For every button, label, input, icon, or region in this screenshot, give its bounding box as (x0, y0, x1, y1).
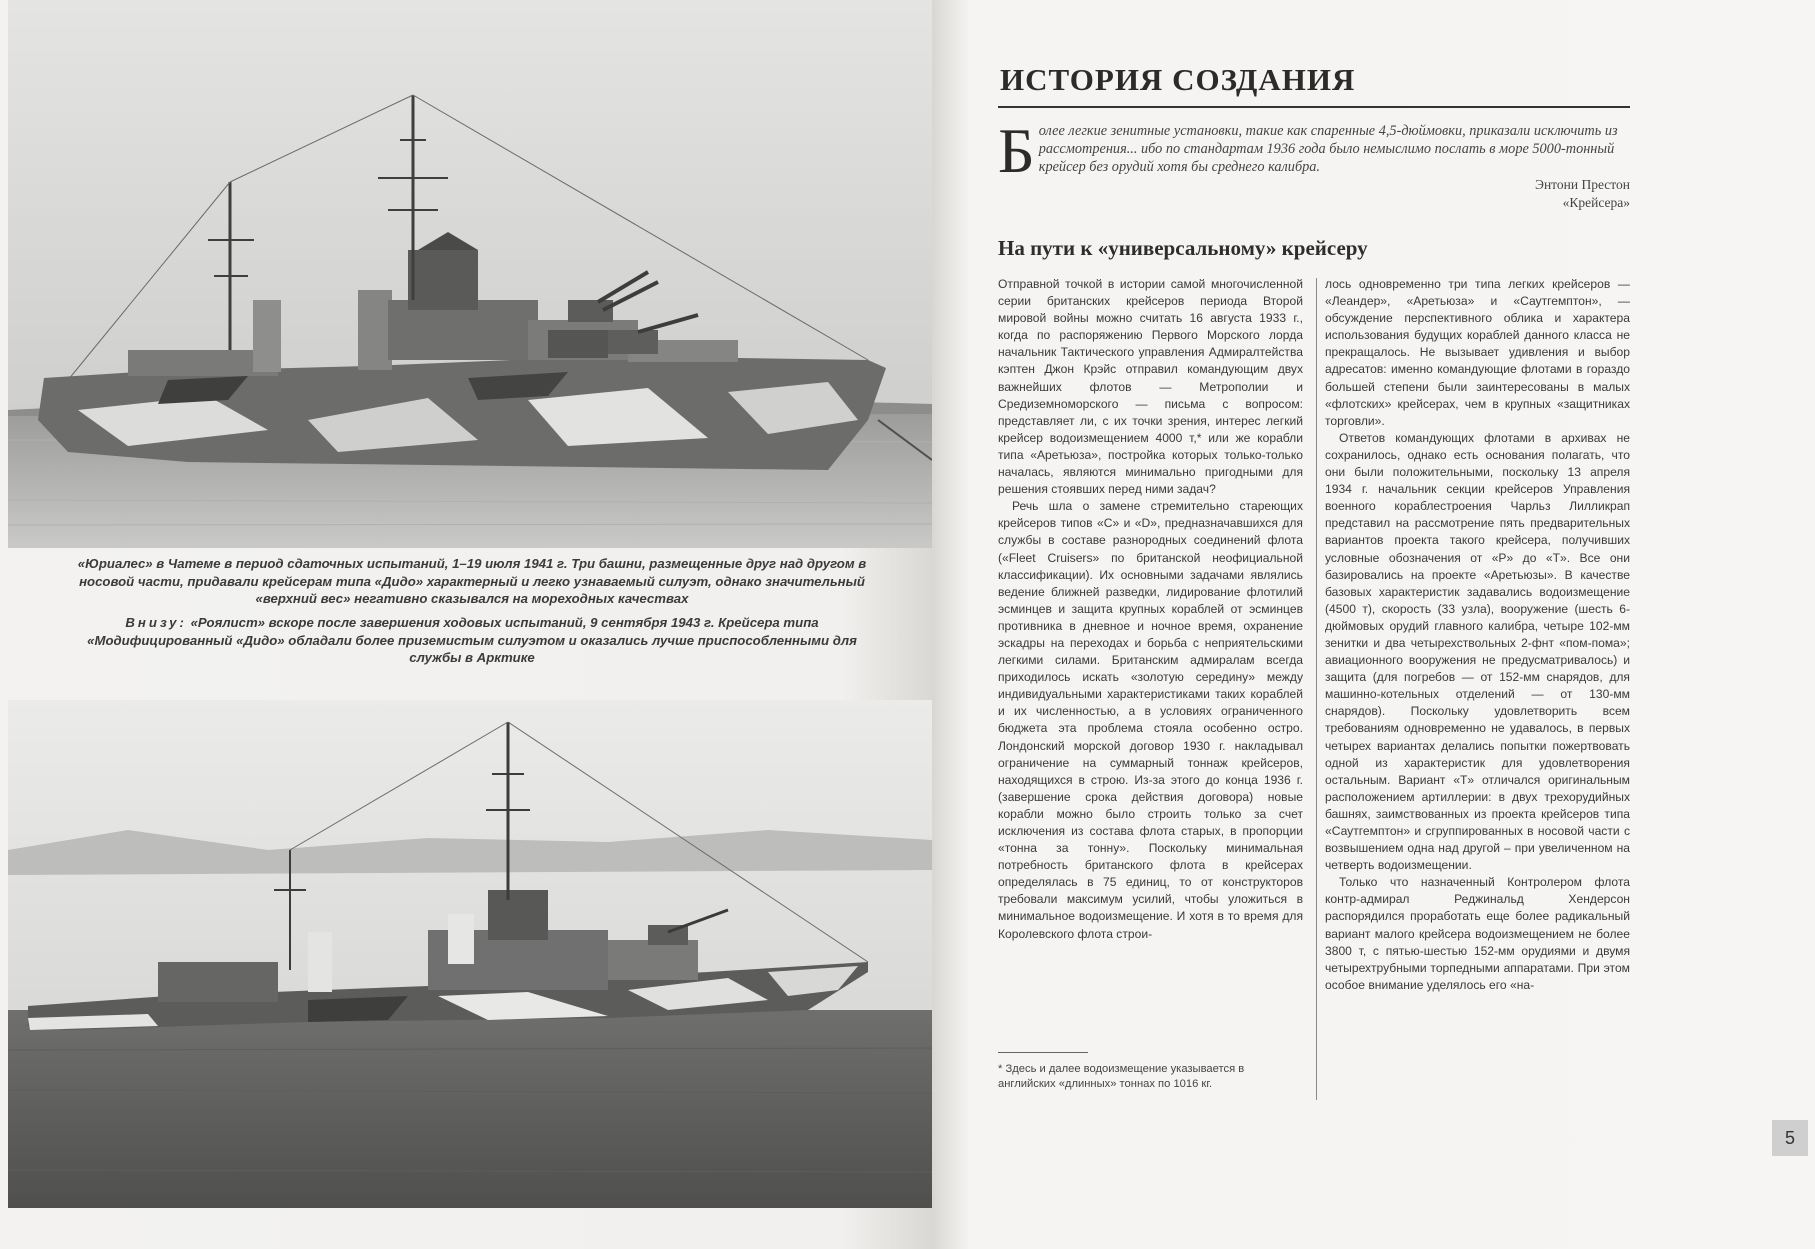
paragraph: Только что назначенный Контролером флота контр-адмирал Реджинальд Хендерсон распорядился проработать еще более радикальный вариант малого крейсера водоизмещением не более 3800 т, с пятью-шестью 152-мм орудиями и двумя четырехтрубными торпедными аппаратами. При этом особое внимание уделялось его «на- (1325, 875, 1630, 992)
photo-cruiser-euryalus (8, 0, 932, 548)
paragraph: лось одновременно три типа легких крейсеров — «Леандер», «Аретьюза» и «Саутгемптон», — обсуждение перспективного облика и характера использования будущих кораблей данного класса не прекращалось. Не вызывает удивления и выбор адресатов: именно командующие флотами в гораздо большей степени были заинтересованы в малых «флотских» крейсерах, чем в крупных «защитниках торговли». (1325, 277, 1630, 428)
epigraph-text: олее легкие зенитные установки, такие как спаренные 4,5-дюймовки, приказали исключить из рассмотрения... ибо по стандартам 1936 года было немыслимо послать в море 5000-тонный крейсер без орудий хотя бы среднего калибра. (1038, 123, 1618, 175)
paragraph: Ответов командующих флотами в архивах не сохранилось, однако есть основания полагать, что они были положительными, поскольку 13 апреля 1934 г. начальник секции крейсеров Управления военного кораблестроения Чарльз Лилликрап представил на рассмотрение пять предварительных вариантов проекта такого крейсера, получивших условные обозначения от «P» до «T». Все они базировались на проекте «Аретьюзы». В качестве базовых характеристик задавались водоизмещение (4500 т), скорость (33 узла), вооружение (шесть 6-дюймовых орудий главного калибра, четыре 102-мм зенитки и два четырехствольных 2-фнт «пом-пома»; авиационного вооружения не предусматривалось) и защита (для погребов — от 152-мм снарядов, для машинно-котельных отделений — от 130-мм снарядов). Поскольку удовлетворить всем требованиям одновременно не удавалось, в первых четырех вариантах делались попытки пожертвовать одной из характеристик для удовлетворения остальным. Вариант «T» отличался оригинальным расположением артиллерии: в двух трехорудийных башнях, заимствованных из проекта крейсеров типа «Саутгемптон» и сгруппированных в носовой части с возвышением одна над другой – при увеличенном на четверть водоизмещении. (1325, 430, 1630, 873)
page-number: 5 (1772, 1120, 1808, 1156)
photo-cruiser-royalist (8, 700, 932, 1208)
text-column-2 (1325, 276, 1630, 994)
caption-bottom-text: «Роялист» вскоре после завершения ходовых испытаний, 9 сентября 1943 г. Крейсера типа «Модифицированный «Дидо» обладали более приземистым силуэтом и оказались лучше приспособленными для службы в Арктике (87, 615, 857, 665)
text-column-1 (998, 276, 1303, 943)
footnote: * Здесь и далее водоизмещение указывается в английских «длинных» тоннах по 1016 кг. (998, 1063, 1245, 1090)
caption-bottom-lead: Внизу: (125, 615, 187, 630)
paragraph: Отправной точкой в истории самой многочисленной серии британских крейсеров периода Второй мировой войны можно считать 16 августа 1933 г., когда по распоряжению Первого Морского лорда начальник Тактического управления Адмиралтейства кэптен Джон Крэйс отправил командующим двух важнейших флотов — Метрополии и Средиземноморского — письма с вопросом: представляет ли, с их точки зрения, интерес легкий крейсер водоизмещением 4000 т,* или же корабли типа «Аретьюза», постройка которых только-только началась, являются минимально пригодными для решения стоявших перед ними задач? (998, 277, 1303, 497)
caption-bottom (62, 614, 882, 667)
section-subtitle: На пути к «универсальному» крейсеру (998, 236, 1368, 260)
epigraph-source: «Крейсера» (1562, 195, 1630, 210)
title-rule (998, 106, 1630, 108)
column-divider (1316, 278, 1317, 1100)
epigraph-author: Энтони Престон (1535, 177, 1630, 192)
paragraph: Речь шла о замене стремительно стареющих крейсеров типов «C» и «D», предназначавшихся для службы в составе разнородных соединений флота («Fleet Cruisers» по британской неофициальной классификации). Их основными задачами являлись ведение ближней разведки, лидирование флотилий эсминцев и защита крупных кораблей от эсминцев противника в дневное и ночное время, охранение эскадры на переходах и борьба с неприятельскими легкими силами. Британским адмиралам всегда приходилось искать «золотую середину» между индивидуальными характеристиками таких кораблей и их численностью, а в условиях ограниченного бюджета эта проблема стояла особенно остро. Лондонский морской договор 1930 г. накладывал ограничение на суммарный тоннаж крейсеров, находящихся в строю. Из-за этого до конца 1936 г. (завершение срока действия договора) новые корабли можно было строить только за счет исключения из состава флота старых, в пропорции «тонна за тонну». Поскольку минимальная потребность британского флота в крейсерах определялась в 75 единиц, то от конструкторов требовали максимум усилий, чтобы уложиться в минимальное водоизмещение. И хотя в то время для Королевского флота строи- (998, 499, 1303, 941)
page-title: ИСТОРИЯ СОЗДАНИЯ (1000, 62, 1356, 97)
epigraph (998, 115, 1630, 212)
caption-top: «Юриалес» в Чатеме в период сдаточных испытаний, 1–19 июля 1941 г. Три башни, размещенные друг над другом в носовой части, придавали крейсерам типа «Дидо» характерный и легко узнаваемый силуэт, однако значительный «верхний вес» негативно сказывался на мореходных качествах (77, 556, 867, 606)
footnote-rule (998, 1052, 1088, 1053)
epigraph-dropcap: Б (998, 115, 1035, 186)
